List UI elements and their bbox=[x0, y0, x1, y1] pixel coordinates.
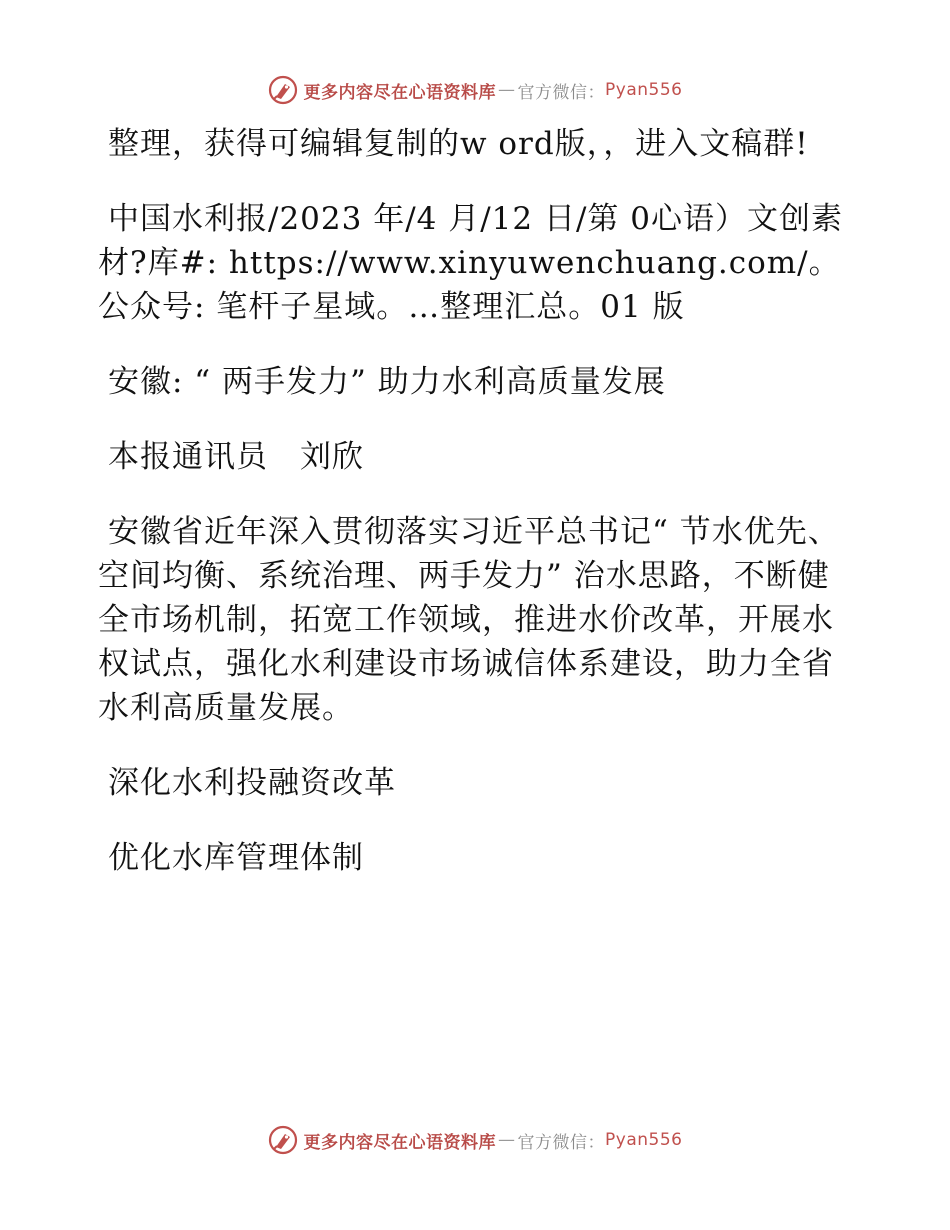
pen-nib-icon bbox=[268, 1125, 298, 1155]
watermark-wechat-id: Pyan556 bbox=[605, 1130, 683, 1150]
article-title: 安徽: “ 两手发力” 助力水利高质量发展 bbox=[108, 364, 666, 400]
watermark-wechat-label: 官方微信： bbox=[517, 1132, 606, 1153]
footer-watermark bbox=[0, 1122, 950, 1158]
watermark-dash: — bbox=[498, 80, 516, 100]
watermark-text: 更多内容尽在心语资料库 bbox=[303, 82, 497, 103]
article-lead-paragraph: 安徽省近年深入贯彻落实习近平总书记“ 节水优先、空间均衡、系统治理、两手发力” 治水思路，不断健全市场机制，拓宽工作领域，推进水价改革，开展水权试点，强化水利建设市场诚信体系建设，助力全省水利高质量发展。 bbox=[98, 514, 840, 726]
pen-nib-icon bbox=[268, 75, 298, 105]
watermark-dash: — bbox=[498, 1130, 516, 1150]
header-watermark bbox=[0, 72, 950, 108]
intro-paragraph: 整理，获得可编辑复制的w ord版，，进入文稿群! bbox=[108, 126, 809, 162]
article-byline: 本报通讯员 刘欣 bbox=[108, 439, 364, 475]
source-paragraph: 中国水利报/2023 年/4 月/12 日/第 0心语）文创素材?库#: https://www.xinyuwenchuang.com/。公众号: 笔杆子星域。…整理汇总。01 版 bbox=[98, 201, 843, 325]
section-heading: 深化水利投融资改革 bbox=[108, 765, 396, 801]
watermark-wechat-id: Pyan556 bbox=[605, 80, 683, 100]
document-body bbox=[98, 122, 850, 911]
watermark-text: 更多内容尽在心语资料库 bbox=[303, 1132, 497, 1153]
watermark-wechat-label: 官方微信： bbox=[517, 82, 606, 103]
section-heading: 优化水库管理体制 bbox=[108, 840, 364, 876]
